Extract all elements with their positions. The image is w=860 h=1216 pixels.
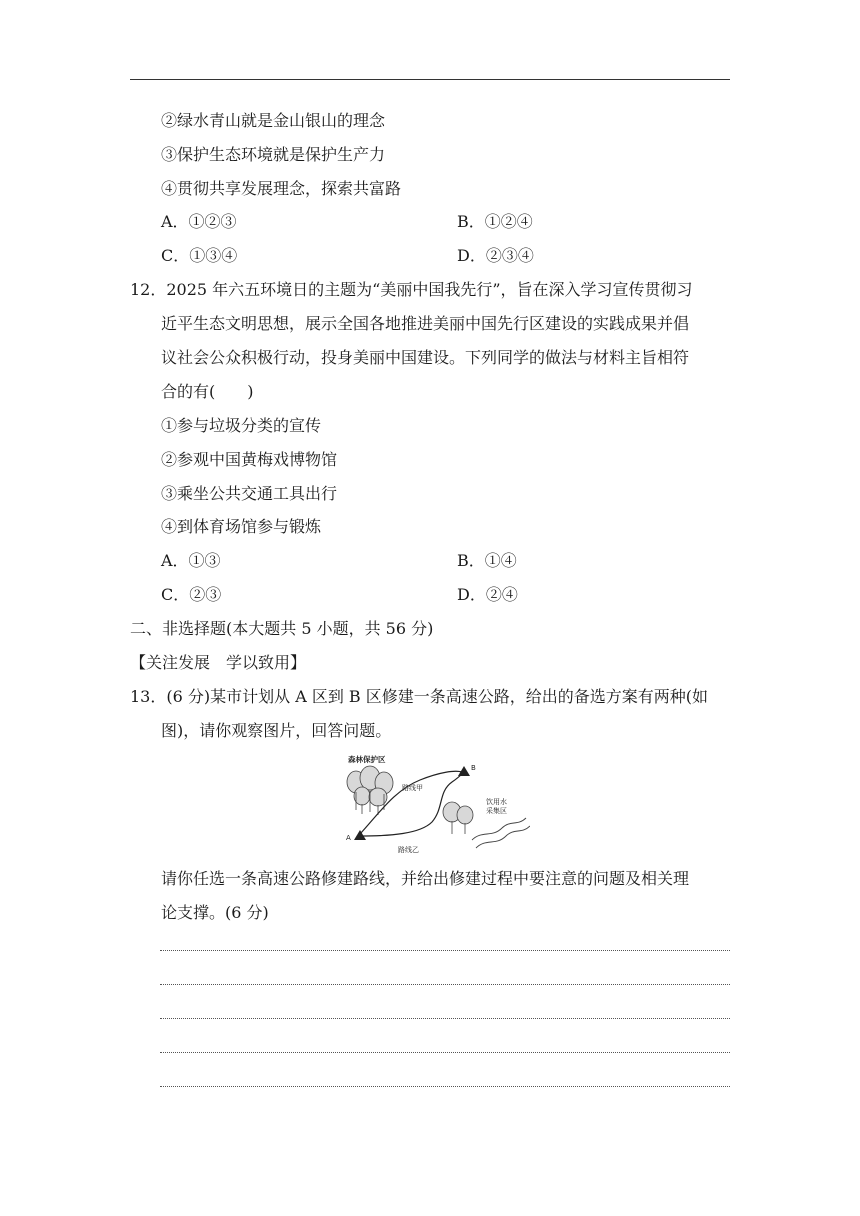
forest-icon xyxy=(347,766,393,815)
route-a-label: 路线甲 xyxy=(402,784,423,792)
answer-line-2[interactable] xyxy=(160,984,730,985)
q11-item-4: ④贯彻共享发展理念，探索共富路 xyxy=(161,179,402,198)
q12-item-2: ②参观中国黄梅戏博物馆 xyxy=(161,450,338,469)
q12-option-b: B．①④ xyxy=(457,551,517,570)
route-map-svg xyxy=(340,752,530,860)
route-b-label: 路线乙 xyxy=(398,846,419,854)
q12-item-1: ①参与垃圾分类的宣传 xyxy=(161,416,322,435)
q12-stem-line-4: 合的有( ) xyxy=(161,382,254,401)
water-label-2: 采集区 xyxy=(486,807,507,815)
q11-item-2: ②绿水青山就是金山银山的理念 xyxy=(161,111,386,130)
q12-stem-line-2: 近平生态文明思想，展示全国各地推进美丽中国先行区建设的实践成果并倡 xyxy=(161,314,690,333)
q13-prompt-line-1: 请你任选一条高速公路修建路线，并给出修建过程中要注意的问题及相关理 xyxy=(161,869,690,888)
q13-stem-line-1: 13．(6 分)某市计划从 A 区到 B 区修建一条高速公路，给出的备选方案有两种(如 xyxy=(130,687,709,706)
point-a-label: A xyxy=(346,834,351,842)
q11-option-d: D．②③④ xyxy=(457,246,534,265)
point-a-marker xyxy=(354,830,366,840)
q12-option-a: A．①③ xyxy=(161,551,221,570)
answer-line-4[interactable] xyxy=(160,1052,730,1053)
q12-stem-line-1: 12．2025 年六五环境日的主题为“美丽中国我先行”，旨在深入学习宣传贯彻习 xyxy=(130,280,693,299)
answer-line-3[interactable] xyxy=(160,1018,730,1019)
point-b-label: B xyxy=(471,764,476,772)
section-subheading: 【关注发展 学以致用】 xyxy=(130,653,307,672)
forest-label: 森林保护区 xyxy=(348,755,386,764)
route-map-figure xyxy=(340,752,530,860)
section-heading: 二、非选择题(本大题共 5 小题，共 56 分) xyxy=(130,619,434,638)
q12-item-4: ④到体育场馆参与锻炼 xyxy=(161,517,322,536)
answer-line-5[interactable] xyxy=(160,1086,730,1087)
q11-item-3: ③保护生态环境就是保护生产力 xyxy=(161,145,386,164)
q12-item-3: ③乘坐公共交通工具出行 xyxy=(161,484,338,503)
water-area-trees-icon xyxy=(443,802,473,834)
water-label-1: 饮用水 xyxy=(486,798,507,806)
q12-option-c: C．②③ xyxy=(161,585,222,604)
river-icon xyxy=(472,818,526,840)
answer-line-1[interactable] xyxy=(160,950,730,951)
q11-option-c: C．①③④ xyxy=(161,246,238,265)
q12-option-d: D．②④ xyxy=(457,585,518,604)
q13-prompt-line-2: 论支撑。(6 分) xyxy=(161,903,269,922)
header-rule xyxy=(130,79,730,80)
q11-option-a: A．①②③ xyxy=(161,212,237,231)
q13-stem-line-2: 图)，请你观察图片，回答问题。 xyxy=(161,721,392,740)
q12-stem-line-3: 议社会公众积极行动，投身美丽中国建设。下列同学的做法与材料主旨相符 xyxy=(161,348,690,367)
q11-option-b: B．①②④ xyxy=(457,212,533,231)
